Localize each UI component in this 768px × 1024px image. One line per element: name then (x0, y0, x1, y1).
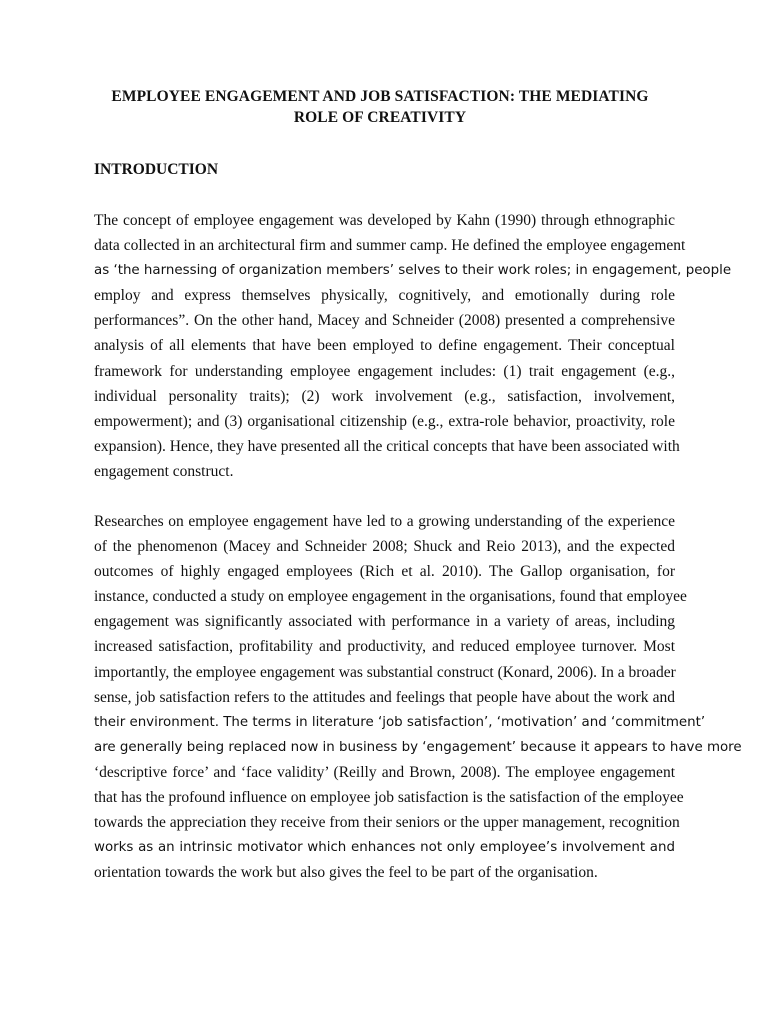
paragraph-line: individual personality traits); (2) work involvement (e.g., satisfaction, involvement, (94, 387, 675, 405)
title-line-1: EMPLOYEE ENGAGEMENT AND JOB SATISFACTION: THE MEDIATING (111, 88, 649, 105)
paragraph-line: Researches on employee engagement have led to a growing understanding of the experience (94, 513, 675, 530)
paragraph-line: orientation towards the work but also gives the feel to be part of the organisation. (94, 864, 598, 882)
paragraph-line: engagement construct. (94, 462, 234, 480)
paragraph-line: are generally being replaced now in business by ‘engagement’ because it appears to have more (94, 739, 742, 755)
paragraph-line: increased satisfaction, profitability and productivity, and reduced employee turnover. Most (94, 638, 675, 656)
paragraph-line: that has the profound influence on employee job satisfaction is the satisfaction of the employee (94, 789, 684, 807)
paragraph-line: outcomes of highly engaged employees (Rich et al. 2010). The Gallop organisation, for (94, 563, 675, 581)
paragraph-line: analysis of all elements that have been employed to define engagement. Their conceptual (94, 337, 675, 355)
paragraph-line: engagement was significantly associated with performance in a variety of areas, including (94, 613, 675, 631)
paragraph-line: performances”. On the other hand, Macey and Schneider (2008) presented a comprehensive (94, 312, 675, 330)
section-heading-introduction: INTRODUCTION (94, 161, 219, 178)
paragraph-line: importantly, the employee engagement was substantial construct (Konard, 2006). In a broader (94, 663, 676, 681)
paragraph-line: expansion). Hence, they have presented all the critical concepts that have been associated with (94, 437, 680, 455)
paragraph-line: The concept of employee engagement was developed by Kahn (1990) through ethnographic (94, 212, 675, 229)
paragraph-1 (94, 208, 732, 484)
title-line-2: ROLE OF CREATIVITY (293, 109, 467, 126)
paragraph-line: works as an intrinsic motivator which enhances not only employee’s involvement and (94, 840, 675, 856)
paragraph-line: ‘descriptive force’ and ‘face validity’ (Reilly and Brown, 2008). The employee engagement (94, 763, 675, 781)
paragraph-line: towards the appreciation they receive from their seniors or the upper management, recognition (94, 814, 680, 832)
paragraph-line: data collected in an architectural firm and summer camp. He defined the employee engagement (94, 237, 686, 255)
paragraph-line: their environment. The terms in literature ‘job satisfaction’, ‘motivation’ and ‘commitment’ (94, 714, 706, 730)
document-title (80, 86, 680, 128)
paragraph-line: framework for understanding employee engagement includes: (1) trait engagement (e.g., (94, 362, 675, 380)
paragraph-line: of the phenomenon (Macey and Schneider 2008; Shuck and Reio 2013), and the expected (94, 538, 675, 556)
paragraph-line: sense, job satisfaction refers to the attitudes and feelings that people have about the work and (94, 688, 675, 706)
paragraph-line: empowerment); and (3) organisational citizenship (e.g., extra-role behavior, proactivity, role (94, 412, 675, 430)
paragraph-2 (94, 509, 742, 885)
paragraph-line: as ‘the harnessing of organization members’ selves to their work roles; in engagement, people (94, 263, 732, 279)
paragraph-line: employ and express themselves physically, cognitively, and emotionally during role (94, 287, 675, 305)
paragraph-line: instance, conducted a study on employee engagement in the organisations, found that employee (94, 588, 687, 606)
